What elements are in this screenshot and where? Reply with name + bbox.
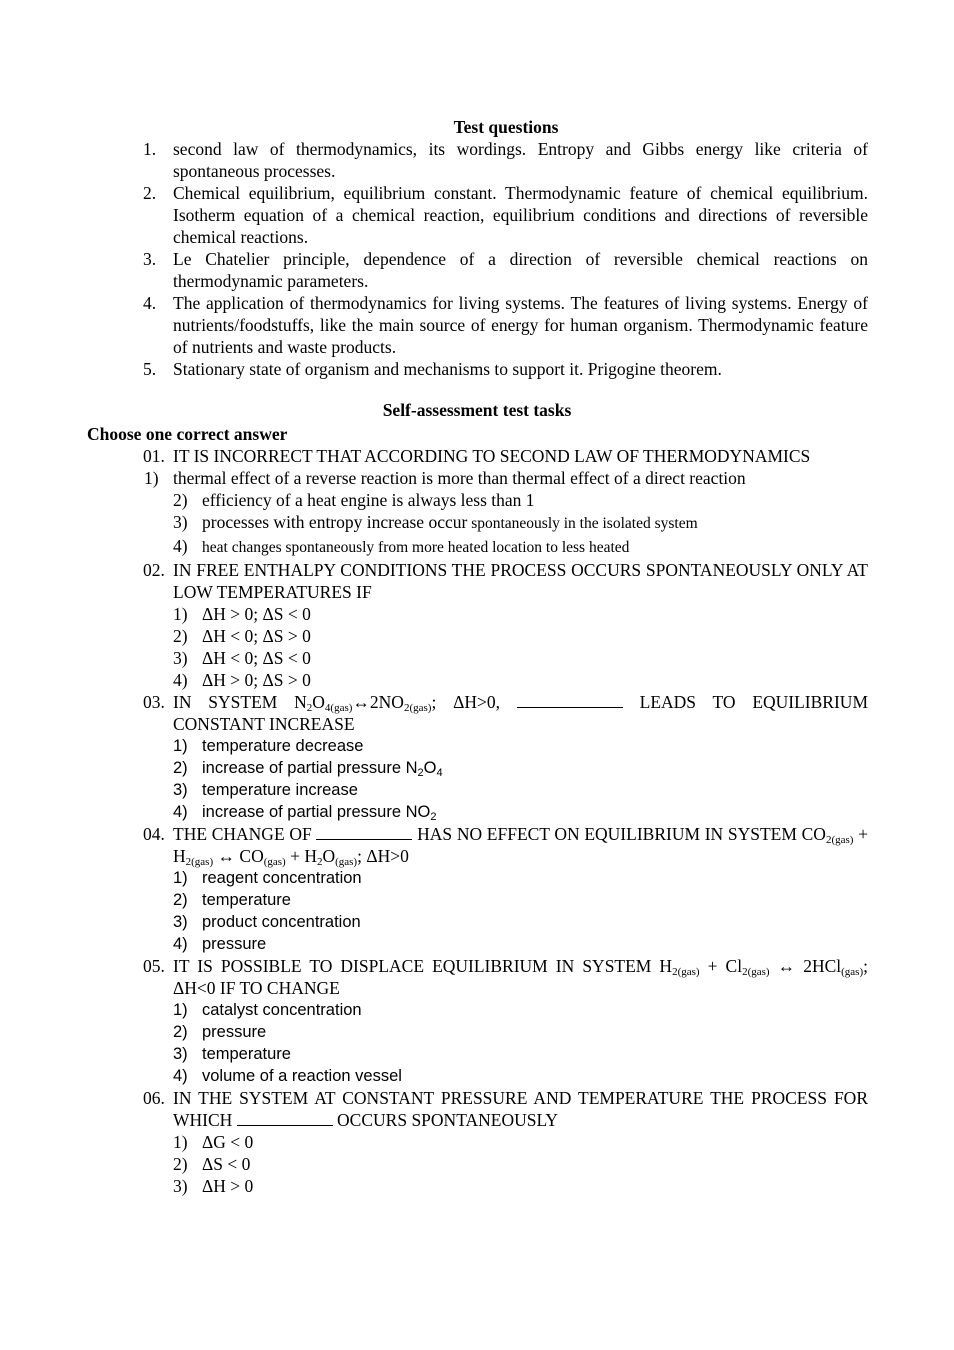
answer-text: catalyst concentration [202, 1001, 362, 1019]
answer-option [173, 867, 954, 889]
answer-text: increase of partial pressure NO [202, 803, 431, 821]
answer-option [173, 535, 954, 559]
answer-option [173, 489, 954, 511]
answer-option [173, 603, 954, 625]
item-number: 3. [143, 249, 157, 269]
answer-text: ΔS < 0 [202, 1154, 251, 1174]
test-question-item [143, 358, 868, 380]
answer-number: 3) [173, 512, 188, 532]
answer-number: 4) [173, 803, 188, 821]
answer-option [173, 669, 954, 691]
item-text: The application of thermodynamics for living systems. The features of living systems. Energy of nutrients/foodstuffs, like the main source of energy for human organism. Thermodynamic feature of nutrients and waste products. [173, 293, 868, 357]
question-number: 04. [143, 824, 165, 844]
subscript: 2 [316, 856, 323, 868]
subscript: 2(gas) [825, 834, 854, 846]
answer-number: 3) [173, 913, 188, 931]
answer-number: 2) [173, 891, 188, 909]
subscript: 4(gas) [324, 702, 353, 714]
question-text [173, 691, 868, 735]
answer-text-continued: O [423, 759, 437, 777]
subscript: 2(gas) [672, 966, 700, 978]
subscript: 2(gas) [403, 702, 432, 714]
answer-text: temperature [202, 1045, 291, 1063]
answer-text-continued: spontaneously in the isolated system [467, 515, 698, 532]
subscript: (gas) [263, 856, 286, 868]
answer-text: ΔH > 0; ΔS > 0 [202, 670, 311, 690]
subscript: (gas) [335, 856, 358, 868]
item-text: Chemical equilibrium, equilibrium constant. Thermodynamic feature of chemical equilibrium. Isotherm equation of a chemical reaction, equilibrium conditions and directions of reversible chemical reactions. [173, 183, 868, 247]
answer-option [173, 1065, 954, 1087]
test-questions-heading: Test questions [453, 117, 559, 137]
answer-text: temperature decrease [202, 737, 364, 755]
answer-number: 1) [173, 737, 188, 755]
text-run: ↔ 2HCl [769, 956, 842, 976]
answer-option [173, 999, 954, 1021]
answer-option [173, 625, 954, 647]
answer-text: ΔH < 0; ΔS < 0 [202, 648, 311, 668]
text-run: ↔2NO [352, 692, 404, 712]
subscript: 2 [306, 702, 313, 714]
answer-blank [517, 691, 623, 708]
answer-number: 2) [173, 626, 188, 646]
answer-number: 1) [173, 604, 188, 624]
text-run: IN SYSTEM N [173, 692, 307, 712]
answer-option [173, 801, 954, 823]
answer-number: 3) [173, 1045, 188, 1063]
question-05 [143, 955, 868, 999]
answer-number: 4) [173, 935, 188, 953]
answer-option [173, 647, 954, 669]
question-text: IN FREE ENTHALPY CONDITIONS THE PROCESS OCCURS SPONTANEOUSLY ONLY AT LOW TEMPERATURES IF [173, 560, 868, 602]
answer-text: ΔH > 0 [202, 1176, 254, 1196]
text-run: + Cl [699, 956, 743, 976]
subscript: 2 [430, 811, 437, 823]
answer-text: increase of partial pressure N [202, 759, 418, 777]
answer-text: ΔG < 0 [202, 1132, 254, 1152]
answer-option [173, 933, 954, 955]
question-text [173, 823, 868, 867]
answers-02 [173, 603, 954, 691]
answers-06 [173, 1131, 954, 1197]
text-run: ; ΔH<0 IF TO CHANGE [173, 956, 868, 998]
answer-text: heat changes spontaneously from more heated location to less heated [202, 539, 630, 556]
subscript: (gas) [841, 966, 864, 978]
answer-number: 1) [173, 1001, 188, 1019]
answer-text: efficiency of a heat engine is always less than 1 [202, 490, 535, 510]
answer-text: pressure [202, 1023, 267, 1041]
text-run: HAS NO EFFECT ON EQUILIBRIUM IN SYSTEM CO [417, 824, 826, 844]
answer-number: 3) [173, 648, 188, 668]
answer-option [173, 511, 954, 535]
question-04 [143, 823, 869, 868]
question-01 [143, 445, 868, 467]
question-03 [143, 691, 869, 735]
answer-text: reagent concentration [202, 869, 362, 887]
subscript: 4 [436, 767, 443, 779]
instruction: Choose one correct answer [87, 424, 288, 444]
text-run: IT IS POSSIBLE TO DISPLACE EQUILIBRIUM IN SYSTEM H [173, 956, 673, 976]
question-number: 06. [143, 1088, 165, 1108]
test-questions-list [0, 138, 954, 380]
item-text: Le Chatelier principle, dependence of a direction of reversible chemical reactions on thermodynamic parameters. [173, 249, 868, 291]
item-number: 1. [143, 139, 157, 159]
answer-option [173, 1043, 954, 1065]
answer-text: ΔH < 0; ΔS > 0 [202, 626, 311, 646]
answer-number: 1) [144, 468, 159, 488]
answer-number: 3) [173, 1176, 188, 1196]
text-run: + H [173, 824, 869, 866]
answer-option [173, 1021, 954, 1043]
test-question-item [143, 248, 868, 292]
document-page [0, 116, 954, 1197]
answers-05 [173, 999, 954, 1087]
answer-text: volume of a reaction vessel [202, 1067, 402, 1085]
answers-04 [173, 867, 954, 955]
answer-blank [316, 823, 412, 840]
text-run: + H [285, 846, 317, 866]
answer-option [173, 911, 954, 933]
answer-option [173, 735, 954, 757]
answer-text: product concentration [202, 913, 361, 931]
question-02 [143, 559, 868, 603]
text-run: ; ΔH>0, [431, 692, 500, 712]
subscript: 2(gas) [185, 856, 214, 868]
text-run: LEADS TO EQUILIBRIUM CONSTANT INCREASE [173, 692, 869, 734]
answer-option [173, 757, 954, 779]
answer-option [173, 1175, 954, 1197]
item-text: second law of thermodynamics, its wordings. Entropy and Gibbs energy like criteria of spontaneous processes. [173, 139, 868, 181]
item-number: 2. [143, 183, 157, 203]
answer-blank [237, 1109, 333, 1126]
answer-number: 4) [173, 670, 188, 690]
text-run: OCCURS SPONTANEOUSLY [337, 1110, 559, 1130]
answers-01 [144, 467, 954, 559]
question-06 [143, 1087, 868, 1131]
self-assessment-heading: Self-assessment test tasks [382, 400, 572, 420]
test-question-item [143, 182, 868, 248]
question-number: 01. [143, 446, 165, 466]
question-number: 03. [143, 692, 165, 712]
answer-option [173, 889, 954, 911]
text-run: O [312, 692, 325, 712]
answer-option [173, 1153, 954, 1175]
answers-03 [173, 735, 954, 823]
item-number: 4. [143, 293, 157, 313]
test-question-item [143, 292, 868, 358]
answer-text: processes with entropy increase occur [202, 512, 468, 532]
answer-number: 1) [173, 869, 188, 887]
item-number: 5. [143, 359, 157, 379]
text-run: THE CHANGE OF [173, 824, 312, 844]
text-run: O [322, 846, 336, 866]
answer-option [173, 779, 954, 801]
answer-number: 2) [173, 1023, 188, 1041]
question-number: 02. [143, 560, 165, 580]
answer-number: 3) [173, 781, 188, 799]
question-text [173, 1087, 868, 1131]
subscript: 2(gas) [742, 966, 770, 978]
text-run: ; ΔH>0 [357, 846, 409, 866]
answer-number: 2) [173, 759, 188, 777]
answer-text: pressure [202, 935, 267, 953]
question-number: 05. [143, 956, 165, 976]
answer-number: 2) [173, 490, 188, 510]
text-run: IN THE SYSTEM AT CONSTANT PRESSURE AND TEMPERATURE THE PROCESS FOR WHICH [173, 1088, 868, 1130]
answer-text: ΔH > 0; ΔS < 0 [202, 604, 311, 624]
subscript: 2 [417, 767, 424, 779]
text-run: ↔ CO [213, 846, 264, 866]
answer-number: 4) [173, 536, 188, 556]
test-question-item [143, 138, 868, 182]
question-text: IT IS INCORRECT THAT ACCORDING TO SECOND LAW OF THERMODYNAMICS [173, 446, 811, 466]
item-text: Stationary state of organism and mechanisms to support it. Prigogine theorem. [173, 359, 722, 379]
answer-text: temperature increase [202, 781, 358, 799]
answer-option [173, 1131, 954, 1153]
answer-number: 4) [173, 1067, 188, 1085]
answer-text: thermal effect of a reverse reaction is more than thermal effect of a direct reaction [173, 468, 746, 488]
answer-number: 1) [173, 1132, 188, 1152]
answer-option [144, 467, 954, 489]
question-text [173, 955, 868, 999]
answer-number: 2) [173, 1154, 188, 1174]
answer-text: temperature [202, 891, 291, 909]
